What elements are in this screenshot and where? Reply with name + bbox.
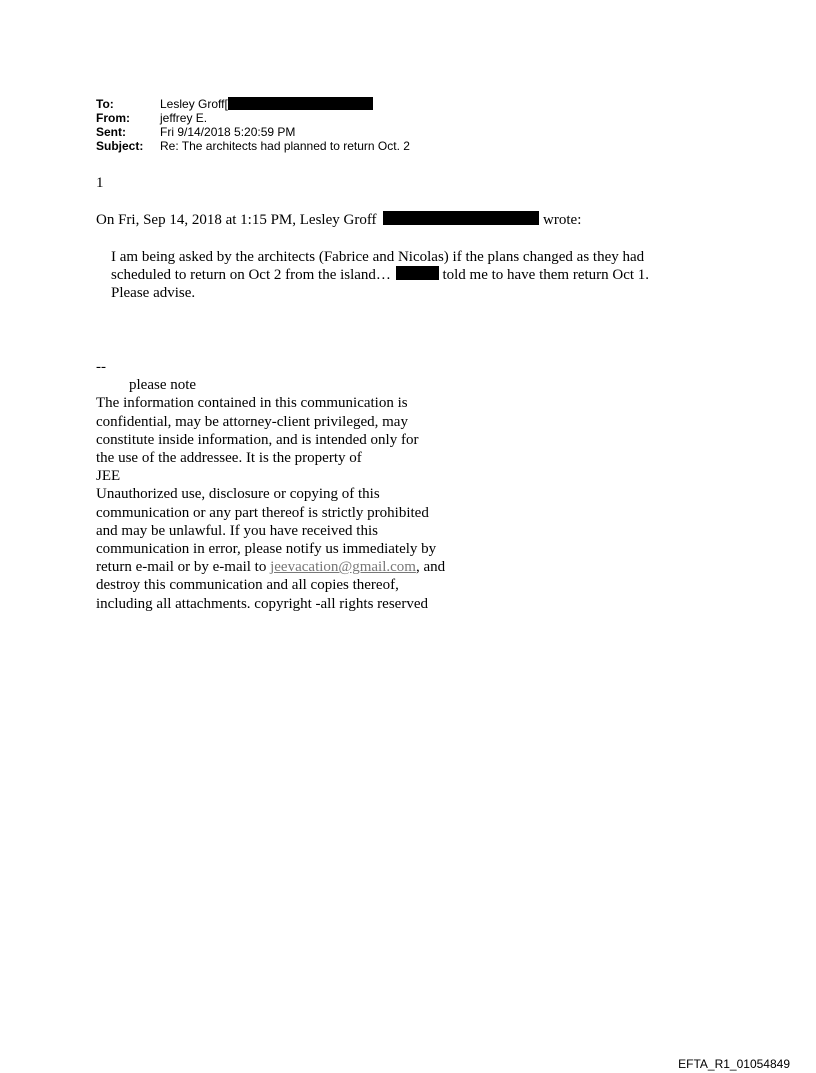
number-line: 1 <box>96 175 104 191</box>
from-label: From: <box>96 111 130 125</box>
to-value: Lesley Groff[ <box>160 97 228 111</box>
redaction-sender-email <box>383 211 539 225</box>
signature-note: please note <box>129 377 197 394</box>
disclaimer-line: Unauthorized use, disclosure or copying of this <box>96 486 380 503</box>
subject-value: Re: The architects had planned to return Oct. 2 <box>160 139 410 153</box>
disclaimer-line: communication in error, please notify us immediately by <box>96 541 437 558</box>
sent-value: Fri 9/14/2018 5:20:59 PM <box>160 125 296 139</box>
to-label: To: <box>96 97 114 111</box>
subject-label: Subject: <box>96 139 144 153</box>
quoted-message <box>111 248 649 302</box>
quote-line <box>111 266 649 284</box>
disclaimer-line: confidential, may be attorney-client privileged, may <box>96 413 408 430</box>
disclaimer-line <box>96 558 445 576</box>
reply-intro <box>96 211 581 229</box>
quote-line: Please advise. <box>111 285 196 301</box>
email-link[interactable]: jeevacation@gmail.com <box>270 559 416 576</box>
to-row <box>96 97 410 111</box>
disclaimer-line: the use of the addressee. It is the property of <box>96 450 362 467</box>
disclaimer-text: return e-mail or by e-mail to <box>96 559 271 576</box>
from-row <box>96 111 410 125</box>
disclaimer-line: JEE <box>96 468 121 485</box>
document-id: EFTA_R1_01054849 <box>678 1057 790 1071</box>
subject-row <box>96 139 410 153</box>
signature-block <box>96 358 445 613</box>
disclaimer-text: , and <box>415 559 446 576</box>
disclaimer-line: and may be unlawful. If you have received this <box>96 522 378 539</box>
email-header <box>96 97 410 153</box>
disclaimer-line: destroy this communication and all copies thereof, <box>96 577 399 594</box>
disclaimer-line: The information contained in this communication is <box>96 395 408 412</box>
from-value: jeffrey E. <box>160 111 208 125</box>
quote-line-text: scheduled to return on Oct 2 from the island… <box>111 267 391 283</box>
reply-intro-suffix: wrote: <box>543 212 582 228</box>
redaction-name <box>396 266 439 280</box>
quote-line: I am being asked by the architects (Fabrice and Nicolas) if the plans changed as they had <box>111 249 645 265</box>
quote-line-text: told me to have them return Oct 1. <box>442 267 650 283</box>
disclaimer-line: including all attachments. copyright -all rights reserved <box>96 595 428 612</box>
disclaimer-line: communication or any part thereof is strictly prohibited <box>96 504 429 521</box>
reply-intro-text: On Fri, Sep 14, 2018 at 1:15 PM, Lesley Groff <box>96 212 377 228</box>
signature-separator: -- <box>96 359 106 375</box>
sent-label: Sent: <box>96 125 126 139</box>
redaction-to <box>228 97 373 110</box>
disclaimer-line: constitute inside information, and is intended only for <box>96 431 419 448</box>
sent-row <box>96 125 410 139</box>
